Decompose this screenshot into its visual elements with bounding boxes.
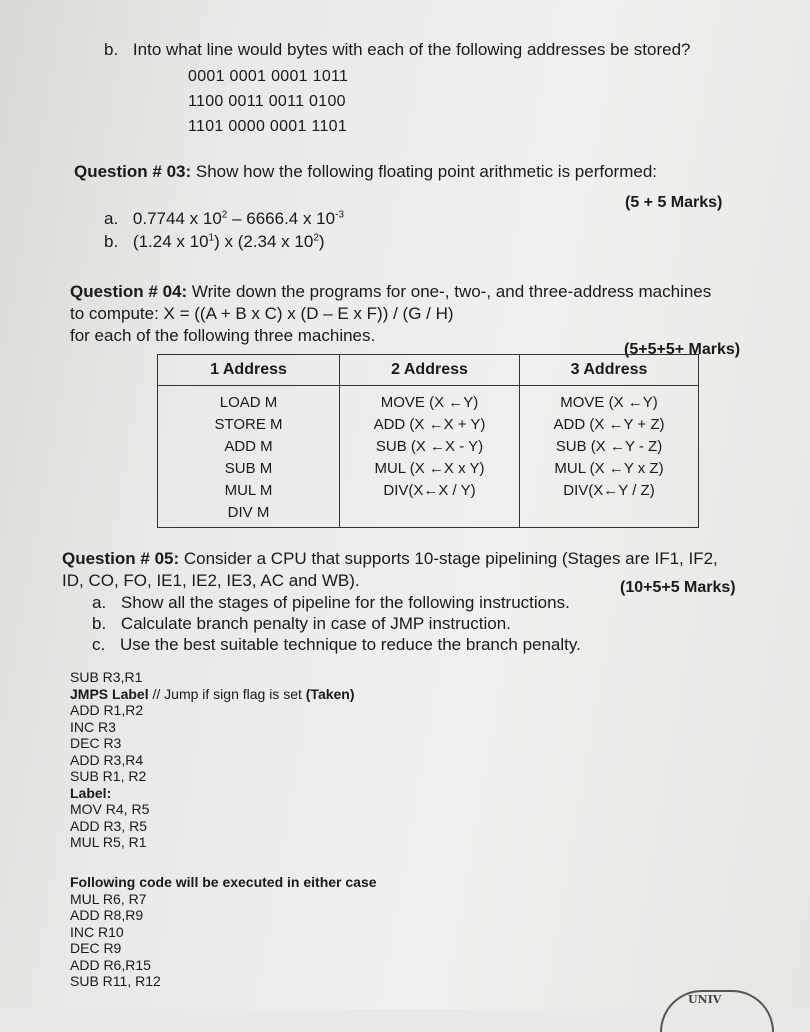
table-header-row <box>158 355 699 386</box>
code-listing <box>70 669 355 851</box>
two-addr-instr: DIV(X←X / Y) <box>383 482 476 499</box>
q3-a-expr: 0.7744 x 10 <box>132 209 222 228</box>
code-line: DEC R3 <box>70 735 122 751</box>
code-line: SUB R3,R1 <box>70 669 143 685</box>
q2b-text: Into what line would bytes with each of the following addresses be stored? <box>132 40 691 59</box>
q3-b-p3: ) <box>318 232 325 251</box>
q3-b-p2: ) x (2.34 x 10 <box>214 232 314 251</box>
header-1-address: 1 Address <box>158 355 340 386</box>
q5-c-label: c. <box>92 635 106 654</box>
col-3-address <box>520 386 699 528</box>
code-line: SUB R11, R12 <box>70 973 161 989</box>
q3-a-mid: – 6666.4 x 10 <box>227 209 336 228</box>
q3-part-b <box>104 232 325 252</box>
header-3-address: 3 Address <box>520 355 699 386</box>
jmp-taken: (Taken) <box>305 685 355 702</box>
address-machines-table <box>157 354 699 528</box>
q2b-item <box>104 40 690 60</box>
code-line: INC R3 <box>70 718 116 735</box>
jmp-instruction: JMPS Label <box>70 685 149 702</box>
one-addr-instr: LOAD M <box>219 394 278 411</box>
q3-b-exp1: 1 <box>208 232 215 244</box>
q5-question <box>62 549 718 569</box>
q2b-label: b. <box>104 40 119 59</box>
address-1: 0001 0001 0001 1011 <box>188 68 349 85</box>
q4-question <box>70 282 711 302</box>
two-addr-instr: MUL (X ←X x Y) <box>374 460 485 477</box>
following-heading: Following code will be executed in either case <box>70 874 377 890</box>
code-line: ADD R6,R15 <box>70 956 151 973</box>
code-label: Label: <box>70 784 112 801</box>
one-addr-instr: SUB M <box>224 460 273 477</box>
code-line: DEC R9 <box>70 940 122 956</box>
q5-text2: ID, CO, FO, IE1, IE2, IE3, AC and WB). <box>62 571 360 590</box>
code-line: ADD R1,R2 <box>70 702 144 718</box>
q5-marks: (10+5+5 Marks) <box>620 579 736 596</box>
three-addr-instr: MOVE (X ←Y) <box>560 394 658 411</box>
code-line: MOV R4, R5 <box>70 801 150 817</box>
q5-part-c <box>92 635 581 655</box>
q3-heading: Question # 03: <box>74 162 192 181</box>
q3-a-label: a. <box>104 209 119 228</box>
col-1-address <box>158 386 340 528</box>
header-2-address: 2 Address <box>340 355 520 386</box>
q5-text1: Consider a CPU that supports 10-stage pipelining (Stages are IF1, IF2, <box>183 549 718 568</box>
three-addr-instr: ADD (X ←Y + Z) <box>553 416 665 433</box>
three-addr-instr: SUB (X ←Y - Z) <box>555 438 663 455</box>
one-addr-instr: ADD M <box>224 438 273 455</box>
q3-b-label: b. <box>104 232 119 251</box>
university-seal-text: UNIV <box>688 993 722 1006</box>
q4-heading: Question # 04: <box>70 282 188 301</box>
two-addr-instr: SUB (X ←X - Y) <box>375 438 484 455</box>
col-2-address <box>340 386 520 528</box>
three-addr-instr: MUL (X ←Y x Z) <box>554 460 664 477</box>
table-body-row <box>158 386 699 528</box>
q3-question <box>74 162 657 182</box>
q5-a-label: a. <box>92 593 107 612</box>
q3-b-p1: (1.24 x 10 <box>132 232 209 251</box>
code-line-jmp <box>70 686 355 703</box>
two-addr-instr: ADD (X ←X + Y) <box>373 416 486 433</box>
two-addr-instr: MOVE (X ←Y) <box>380 394 479 411</box>
code-line: SUB R1, R2 <box>70 768 147 784</box>
q5-b-text: Calculate branch penalty in case of JMP instruction. <box>120 614 511 633</box>
following-code <box>70 874 377 990</box>
code-line: ADD R8,R9 <box>70 907 144 923</box>
q5-b-label: b. <box>92 614 107 633</box>
q5-a-text: Show all the stages of pipeline for the following instructions. <box>120 593 570 612</box>
q5-part-a <box>92 593 570 613</box>
q3-part-a <box>104 209 344 229</box>
address-3: 1101 0000 0001 1101 <box>188 118 348 135</box>
one-addr-instr: DIV M <box>227 504 270 521</box>
q3-a-exp1: 2 <box>221 209 228 221</box>
q3-a-exp2: -3 <box>335 209 345 221</box>
one-addr-instr: MUL M <box>224 482 273 499</box>
code-line: ADD R3, R5 <box>70 817 148 834</box>
code-line: INC R10 <box>70 923 124 940</box>
jmp-comment: // Jump if sign flag is set <box>148 685 306 702</box>
three-addr-instr: DIV(X←Y / Z) <box>563 482 655 499</box>
q3-text: Show how the following floating point arithmetic is performed: <box>195 162 657 181</box>
q3-marks: (5 + 5 Marks) <box>625 194 723 211</box>
one-addr-instr: STORE M <box>214 416 283 433</box>
q4-text3: for each of the following three machines. <box>70 326 376 345</box>
q4-text1: Write down the programs for one-, two-, and three-address machines <box>191 282 712 301</box>
address-2: 1100 0011 0011 0100 <box>188 93 346 110</box>
q4-text2: to compute: X = ((A + B x C) x (D – E x F)) / (G / H) <box>70 304 454 323</box>
q5-part-b <box>92 614 511 634</box>
q3-b-exp2: 2 <box>313 232 319 244</box>
code-line: MUL R5, R1 <box>70 834 147 850</box>
q5-c-text: Use the best suitable technique to reduce the branch penalty. <box>119 635 581 654</box>
code-line: MUL R6, R7 <box>70 890 147 907</box>
q4-marks: (5+5+5+ Marks) <box>624 341 741 358</box>
code-line: ADD R3,R4 <box>70 751 144 768</box>
q5-heading: Question # 05: <box>62 549 180 568</box>
